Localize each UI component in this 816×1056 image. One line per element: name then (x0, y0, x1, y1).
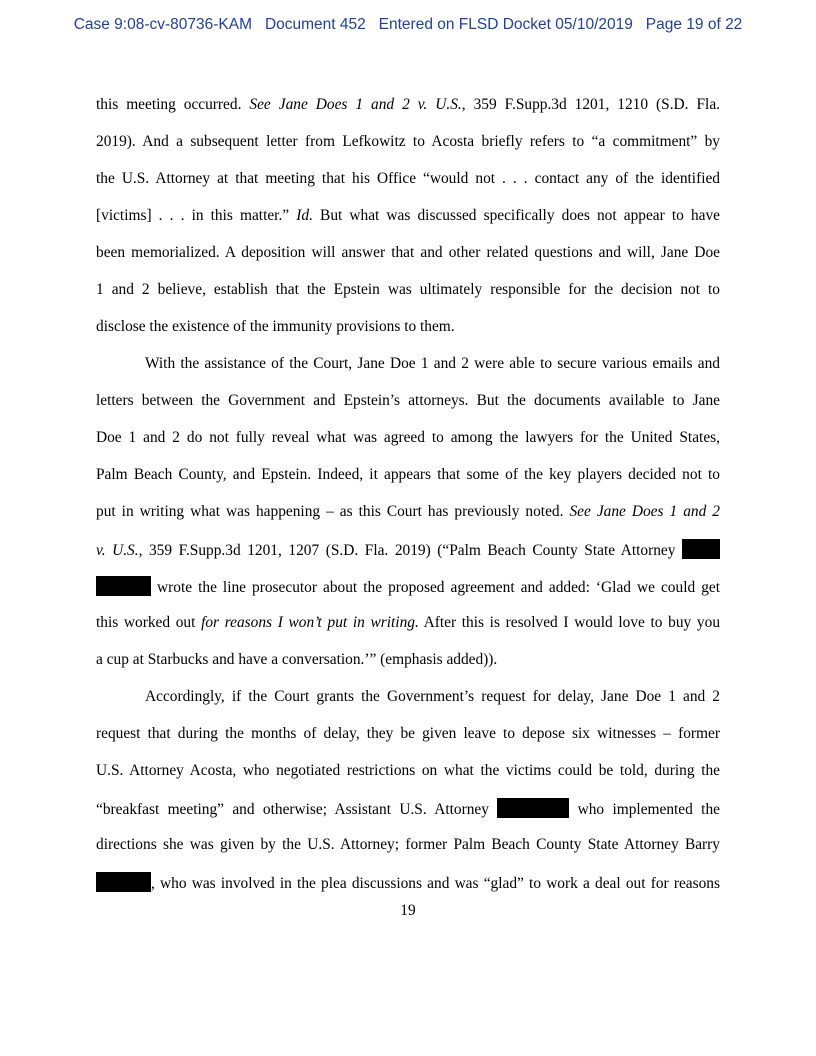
body-line-22: , who was involved in the plea discussions and was “glad” to work a deal out for reasons (96, 872, 720, 892)
body-line-21: directions she was given by the U.S. Attorney; former Palm Beach County State Attorney Barry (96, 836, 720, 853)
body-line-17: Accordingly, if the Court grants the Government’s request for delay, Jane Doe 1 and 2 (145, 688, 720, 705)
body-line-19: U.S. Attorney Acosta, who negotiated restrictions on what the victims could be told, during the (96, 762, 720, 779)
page-number: 19 (400, 902, 416, 919)
docket-header: Case 9:08-cv-80736-KAM Document 452 Entered on FLSD Docket 05/10/2019 Page 19 of 22 (73, 16, 743, 33)
body-line-13: v. U.S., 359 F.Supp.3d 1201, 1207 (S.D. Fla. 2019) (“Palm Beach County State Attorney (96, 539, 720, 559)
redaction-bar (682, 539, 720, 559)
body-line-12: put in writing what was happening – as this Court has previously noted. See Jane Does 1 and 2 (96, 503, 720, 520)
body-line-16: a cup at Starbucks and have a conversation.’” (emphasis added)). (96, 651, 498, 668)
body-line-11: Palm Beach County, and Epstein. Indeed, it appears that some of the key players decided not to (96, 466, 720, 483)
redaction-bar (497, 798, 569, 818)
body-line-3: the U.S. Attorney at that meeting that his Office “would not . . . contact any of the identified (96, 170, 720, 187)
body-line-6: 1 and 2 believe, establish that the Epstein was ultimately responsible for the decision not to (96, 281, 720, 298)
redaction-bar (96, 872, 151, 892)
body-line-5: been memorialized. A deposition will answer that and other related questions and will, Jane Doe (96, 244, 720, 261)
body-line-4: [victims] . . . in this matter.” Id. But what was discussed specifically does not appear to have (96, 207, 720, 224)
body-line-9: letters between the Government and Epstein’s attorneys. But the documents available to Jane (96, 392, 720, 409)
redaction-bar (96, 576, 151, 596)
body-line-8: With the assistance of the Court, Jane Doe 1 and 2 were able to secure various emails and (145, 355, 720, 372)
body-line-2: 2019). And a subsequent letter from Lefkowitz to Acosta briefly refers to “a commitment” by (96, 133, 720, 150)
body-line-10: Doe 1 and 2 do not fully reveal what was agreed to among the lawyers for the United States, (96, 429, 720, 446)
body-line-14: wrote the line prosecutor about the proposed agreement and added: ‘Glad we could get (96, 576, 720, 596)
body-line-15: this worked out for reasons I won’t put in writing. After this is resolved I would love to buy you (96, 614, 720, 631)
body-line-1: this meeting occurred. See Jane Does 1 and 2 v. U.S., 359 F.Supp.3d 1201, 1210 (S.D. Fla. (96, 96, 720, 113)
body-line-18: request that during the months of delay, they be given leave to depose six witnesses – former (96, 725, 720, 742)
body-line-20: “breakfast meeting” and otherwise; Assistant U.S. Attorney who implemented the (96, 798, 720, 818)
body-line-7: disclose the existence of the immunity provisions to them. (96, 318, 455, 335)
